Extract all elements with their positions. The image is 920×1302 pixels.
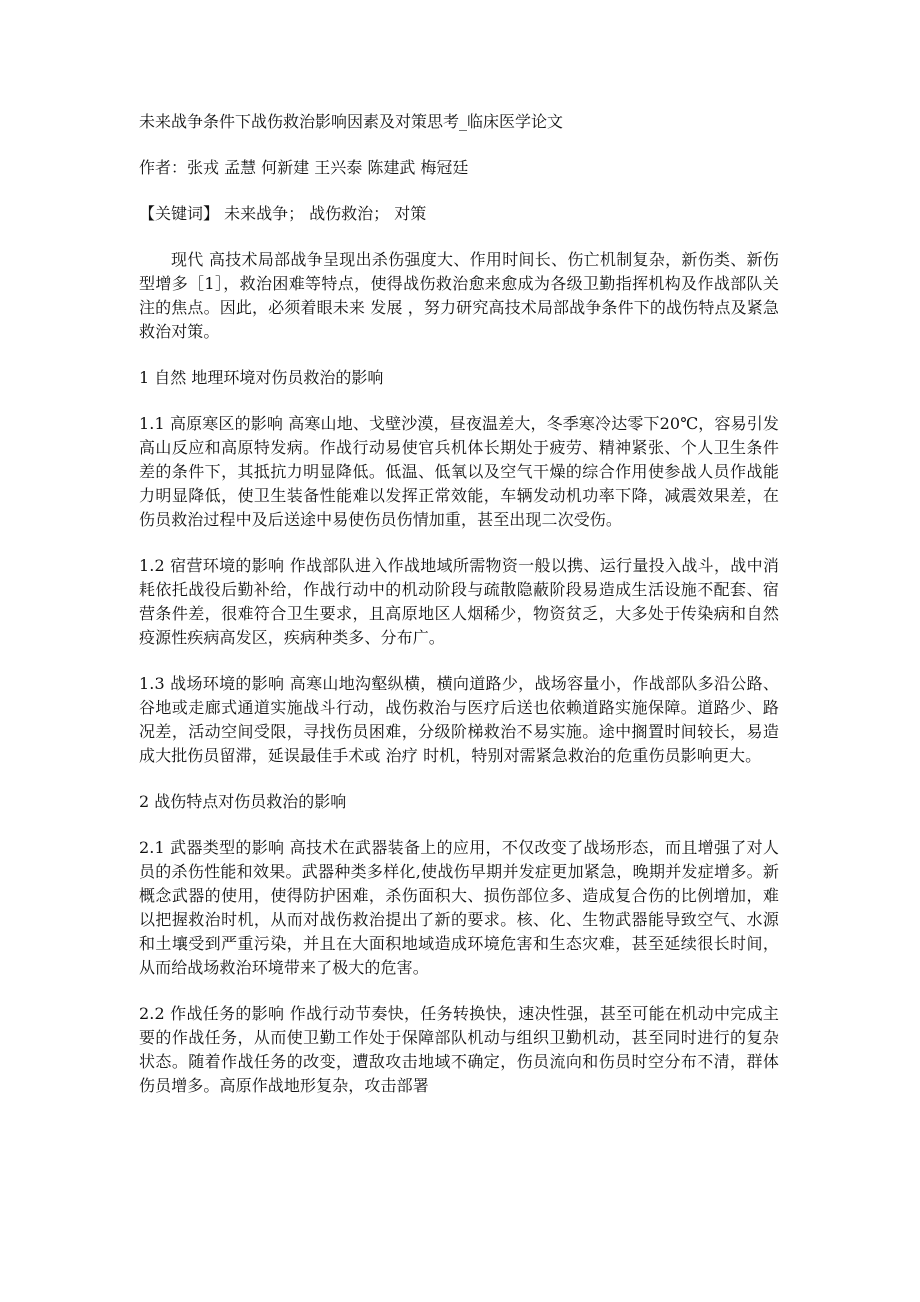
section-2-heading: 2 战伤特点对伤员救治的影响 (139, 792, 347, 811)
paragraph-1-1: 1.1 高原寒区的影响 高寒山地、戈壁沙漠，昼夜温差大，冬季寒冷达零下20℃，容易引发高山反应和高原特发病。作战行动易使官兵机体长期处于疲劳、精神紧张、个人卫生条件差的条件下，其抵抗力明显降低。低温、低氧以及空气干燥的综合作用使参战人员作战能力明显降低，使卫生装备性能难以发挥正常效能，车辆发动机功率下降，减震效果差，在伤员救治过程中及后送途中易使伤员伤情加重，甚至出现二次受伤。 (139, 414, 779, 529)
paragraph-1-2: 1.2 宿营环境的影响 作战部队进入作战地域所需物资一般以携、运行量投入战斗，战中消耗依托战役后勤补给，作战行动中的机动阶段与疏散隐蔽阶段易造成生活设施不配套、宿营条件差，很难符合卫生要求，且高原地区人烟稀少，物资贫乏，大多处于传染病和自然疫源性疾病高发区，疾病种类多、分布广。 (139, 556, 779, 647)
document-page (139, 110, 779, 1120)
paragraph-2-1: 2.1 武器类型的影响 高技术在武器装备上的应用，不仅改变了战场形态，而且增强了对人员的杀伤性能和效果。武器种类多样化,使战伤早期并发症更加紧急，晚期并发症增多。新概念武器的使用，使得防护困难，杀伤面积大、损伤部位多、造成复合伤的比例增加，难以把握救治时机，从而对战伤救治提出了新的要求。核、化、生物武器能导致空气、水源和土壤受到严重污染，并且在大面积地域造成环境危害和生态灾难，甚至延续很长时间，从而给战场救治环境带来了极大的危害。 (139, 838, 779, 977)
intro-paragraph: 现代 高技术局部战争呈现出杀伤强度大、作用时间长、伤亡机制复杂，新伤类、新伤型增多［1］，救治困难等特点，使得战伤救治愈来愈成为各级卫勤指挥机构及作战部队关注的焦点。因此，必须着眼未来 发展 ，努力研究高技术局部战争条件下的战伤特点及紧急救治对策。 (139, 250, 779, 341)
paragraph-1-3: 1.3 战场环境的影响 高寒山地沟壑纵横，横向道路少，战场容量小，作战部队多沿公路、谷地或走廊式通道实施战斗行动，战伤救治与医疗后送也依赖道路实施保障。道路少、路况差，活动空间受限，寻找伤员困难，分级阶梯救治不易实施。途中搁置时间较长，易造成大批伤员留滞，延误最佳手术或 治疗 时机，特别对需紧急救治的危重伤员影响更大。 (139, 674, 779, 765)
paragraph-2-2: 2.2 作战任务的影响 作战行动节奏快，任务转换快，速决性强，甚至可能在机动中完成主要的作战任务，从而使卫勤工作处于保障部队机动与组织卫勤机动，甚至同时进行的复杂状态。随着作战任务的改变，遭敌攻击地域不确定，伤员流向和伤员时空分布不清，群体伤员增多。高原作战地形复杂，攻击部署 (139, 1004, 779, 1095)
keywords-line: 【关键词】 未来战争； 战伤救治； 对策 (139, 204, 427, 223)
document-title: 未来战争条件下战伤救治影响因素及对策思考_临床医学论文 (139, 112, 564, 131)
author-line: 作者：张戎 孟慧 何新建 王兴泰 陈建武 梅冠廷 (139, 158, 469, 177)
section-1-heading: 1 自然 地理环境对伤员救治的影响 (139, 368, 384, 387)
